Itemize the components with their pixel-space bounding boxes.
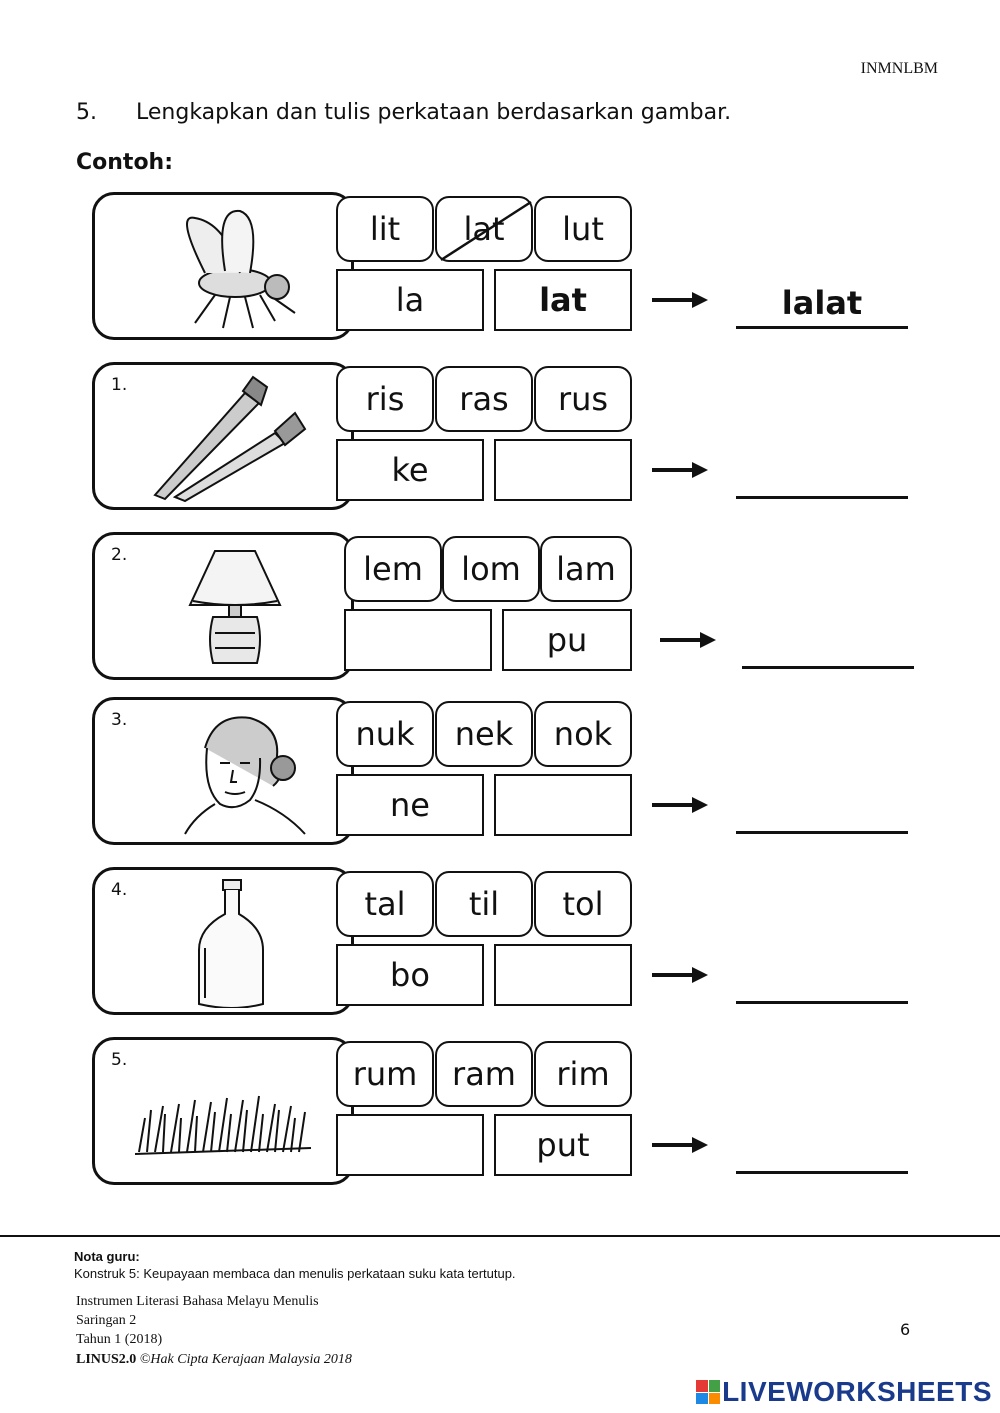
exercise-row-3 xyxy=(0,697,1000,853)
picture-frame xyxy=(92,532,354,680)
answer-line[interactable] xyxy=(736,831,908,834)
syllable-option[interactable]: lom xyxy=(442,536,540,602)
second-syllable-box[interactable] xyxy=(494,439,632,501)
item-number: 2. xyxy=(111,545,128,565)
arrow-right-icon xyxy=(652,292,708,308)
brand-logo xyxy=(696,1376,992,1408)
first-syllable-box[interactable] xyxy=(344,609,492,671)
page-number: 6 xyxy=(900,1320,911,1339)
year-label: Tahun 1 (2018) xyxy=(76,1332,163,1347)
second-syllable-box: pu xyxy=(502,609,632,671)
syllable-option[interactable]: ram xyxy=(435,1041,533,1107)
syllable-option[interactable]: lam xyxy=(540,536,632,602)
first-syllable-box: ke xyxy=(336,439,484,501)
syllable-option[interactable]: nok xyxy=(534,701,632,767)
exercise-row-4 xyxy=(0,867,1000,1023)
grass-icon xyxy=(135,1048,335,1178)
syllable-option[interactable]: til xyxy=(435,871,533,937)
item-number: 3. xyxy=(111,710,128,730)
syllable-option[interactable]: tal xyxy=(336,871,434,937)
instrument-title: Instrumen Literasi Bahasa Melayu Menulis xyxy=(76,1294,319,1309)
syllable-option[interactable]: rus xyxy=(534,366,632,432)
second-syllable-box[interactable] xyxy=(494,944,632,1006)
picture-frame xyxy=(92,192,354,340)
syllable-text: lat xyxy=(463,210,505,248)
syllable-option[interactable]: lit xyxy=(336,196,434,262)
exercise-row-1 xyxy=(0,362,1000,518)
brand-logo-icon xyxy=(696,1380,720,1404)
teacher-note-text: Konstruk 5: Keupayaan membaca dan menulis perkataan suku kata tertutup. xyxy=(74,1266,516,1281)
copyright-text: ©Hak Cipta Kerajaan Malaysia 2018 xyxy=(139,1352,352,1367)
picture-frame xyxy=(92,362,354,510)
fly-icon xyxy=(135,203,335,333)
arrow-right-icon xyxy=(652,462,708,478)
bottle-icon xyxy=(135,878,335,1008)
syllable-option-crossed[interactable] xyxy=(435,196,533,262)
brand-text: LIVEWORKSHEETS xyxy=(722,1376,992,1407)
question-instruction: Lengkapkan dan tulis perkataan berdasarkan gambar. xyxy=(136,100,732,125)
picture-frame xyxy=(92,1037,354,1185)
item-number: 4. xyxy=(111,880,128,900)
syllable-option[interactable]: nek xyxy=(435,701,533,767)
lamp-icon xyxy=(135,543,335,673)
first-syllable-box: bo xyxy=(336,944,484,1006)
first-syllable-box[interactable] xyxy=(336,1114,484,1176)
syllable-option[interactable]: tol xyxy=(534,871,632,937)
teacher-note-title: Nota guru: xyxy=(74,1249,140,1264)
footer-divider xyxy=(0,1235,1000,1237)
arrow-right-icon xyxy=(652,797,708,813)
copyright-prefix: LINUS2.0 xyxy=(76,1352,140,1367)
syllable-option[interactable]: lem xyxy=(344,536,442,602)
grandmother-icon xyxy=(135,708,335,838)
first-syllable-box: ne xyxy=(336,774,484,836)
second-syllable-box: put xyxy=(494,1114,632,1176)
question-number: 5. xyxy=(76,100,97,125)
item-number: 1. xyxy=(111,375,128,395)
exercise-row-5 xyxy=(0,1037,1000,1193)
arrow-right-icon xyxy=(660,632,716,648)
answer-line[interactable] xyxy=(736,1171,908,1174)
arrow-right-icon xyxy=(652,1137,708,1153)
answer-line[interactable] xyxy=(742,666,914,669)
strike-through-mark xyxy=(437,198,535,264)
syllable-option[interactable]: rim xyxy=(534,1041,632,1107)
second-syllable-box[interactable] xyxy=(494,774,632,836)
document-code: INMNLBM xyxy=(860,60,938,77)
syllable-option[interactable]: ris xyxy=(336,366,434,432)
syllable-option[interactable]: ras xyxy=(435,366,533,432)
first-syllable-box: la xyxy=(336,269,484,331)
screening-label: Saringan 2 xyxy=(76,1313,137,1328)
answer-line[interactable] xyxy=(736,496,908,499)
picture-frame xyxy=(92,697,354,845)
answer-line[interactable] xyxy=(736,1001,908,1004)
picture-frame xyxy=(92,867,354,1015)
exercise-row-example xyxy=(0,192,1000,348)
arrow-right-icon xyxy=(652,967,708,983)
syllable-option[interactable]: rum xyxy=(336,1041,434,1107)
item-number: 5. xyxy=(111,1050,128,1070)
keris-icon xyxy=(135,373,335,503)
answer-line xyxy=(736,326,908,329)
syllable-option[interactable]: lut xyxy=(534,196,632,262)
second-syllable-box: lat xyxy=(494,269,632,331)
answer-word: lalat xyxy=(781,284,863,322)
syllable-option[interactable]: nuk xyxy=(336,701,434,767)
exercise-row-2 xyxy=(0,532,1000,688)
copyright-line xyxy=(76,1352,352,1368)
example-label: Contoh: xyxy=(76,150,174,175)
